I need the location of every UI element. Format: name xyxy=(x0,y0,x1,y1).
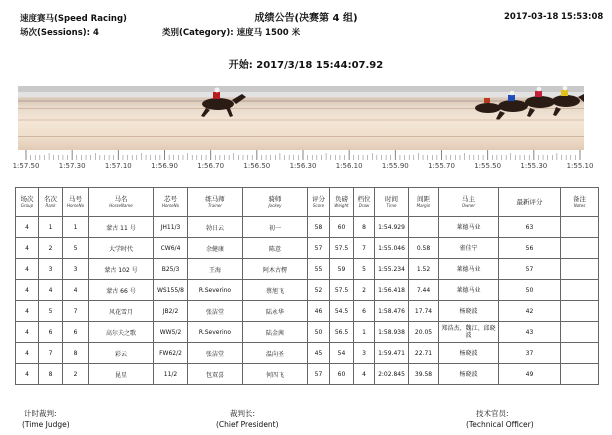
trailing-horse xyxy=(201,88,246,118)
table-cell: 初一 xyxy=(243,217,308,238)
column-header-en: Owner xyxy=(461,203,476,208)
column-header-zh: 芯号 xyxy=(164,195,177,203)
table-cell: 3 xyxy=(63,259,89,280)
table-cell: 张洁堂 xyxy=(188,301,243,322)
horse-silhouettes xyxy=(18,86,584,150)
column-header-zh: 评分 xyxy=(312,195,325,203)
table-cell: 1.52 xyxy=(409,259,439,280)
tick-label: 1:56.30 xyxy=(289,162,317,170)
table-cell: JB2/2 xyxy=(154,301,188,322)
chief-president-label: 裁判长: xyxy=(230,409,256,418)
table-cell: 4 xyxy=(16,280,39,301)
time-judge-label-en: (Time Judge) xyxy=(22,420,70,429)
table-cell: 陆永华 xyxy=(243,301,308,322)
table-cell: 4 xyxy=(16,322,39,343)
photo-finish-image xyxy=(18,86,584,150)
column-header xyxy=(243,188,308,217)
table-cell: 陈意 xyxy=(243,238,308,259)
column-header-en: Rank xyxy=(45,203,56,208)
column-header-zh: 负磅 xyxy=(335,195,348,203)
leading-pack xyxy=(475,86,584,120)
table-cell: 57 xyxy=(308,238,330,259)
table-cell: 4 xyxy=(16,301,39,322)
column-header-zh: 间距 xyxy=(417,195,430,203)
table-cell: 43 xyxy=(499,322,561,343)
table-cell: 彩云 xyxy=(89,343,154,364)
table-cell: 蔡旭飞 xyxy=(243,280,308,301)
table-cell xyxy=(409,217,439,238)
table-cell: 2 xyxy=(354,280,375,301)
table-cell: 57.5 xyxy=(330,280,354,301)
chief-president-label-en: (Chief President) xyxy=(216,420,279,429)
table-cell: 8 xyxy=(63,343,89,364)
column-header xyxy=(16,188,39,217)
table-row xyxy=(16,280,599,301)
table-cell: 4 xyxy=(16,238,39,259)
table-cell: CW6/4 xyxy=(154,238,188,259)
table-cell: 0.58 xyxy=(409,238,439,259)
column-header-en: Draw xyxy=(358,203,370,208)
table-cell: 蒙古 102 号 xyxy=(89,259,154,280)
tick-label: 1:56.10 xyxy=(335,162,363,170)
table-cell: 杨晓波 xyxy=(439,343,499,364)
column-header-zh: 名次 xyxy=(44,195,57,203)
table-cell: 1 xyxy=(354,322,375,343)
table-cell: 高尔夫之歌 xyxy=(89,322,154,343)
table-cell: 3 xyxy=(354,343,375,364)
tick-label: 1:56.50 xyxy=(243,162,271,170)
sessions-label: 场次(Sessions): 4 xyxy=(20,28,99,38)
table-cell: 5 xyxy=(63,238,89,259)
table-cell: 56.5 xyxy=(330,322,354,343)
column-header-zh: 备注 xyxy=(573,195,586,203)
column-header-en: Weight xyxy=(334,203,349,208)
column-header xyxy=(354,188,375,217)
table-cell: 22.71 xyxy=(409,343,439,364)
page-title: 成绩公告(决赛第 4 组) xyxy=(254,13,358,24)
table-cell: 4 xyxy=(16,259,39,280)
table-cell: 风花雪月 xyxy=(89,301,154,322)
column-header-zh: 场次 xyxy=(20,195,34,203)
tick-label: 1:55.70 xyxy=(428,162,455,170)
column-header xyxy=(330,188,354,217)
table-cell: 1:58.938 xyxy=(375,322,409,343)
table-cell: 8 xyxy=(39,364,63,385)
column-header-en: Group xyxy=(20,203,34,208)
column-header xyxy=(89,188,154,217)
table-cell: JH11/3 xyxy=(154,217,188,238)
column-header xyxy=(188,188,243,217)
table-cell xyxy=(561,217,599,238)
table-cell: 54 xyxy=(330,343,354,364)
table-cell: B25/3 xyxy=(154,259,188,280)
column-header-zh: 马主 xyxy=(462,195,475,203)
table-cell: 54.5 xyxy=(330,301,354,322)
column-header xyxy=(499,188,561,217)
results-table xyxy=(15,187,599,385)
table-cell: 3 xyxy=(39,259,63,280)
table-cell: 20.05 xyxy=(409,322,439,343)
table-cell: 4 xyxy=(16,217,39,238)
table-cell: 55 xyxy=(308,259,330,280)
table-cell: 阿木古楞 xyxy=(243,259,308,280)
table-cell: 1:54.929 xyxy=(375,217,409,238)
table-cell: 2:02.845 xyxy=(375,364,409,385)
tick-label: 1:56.70 xyxy=(197,162,225,170)
column-header xyxy=(439,188,499,217)
table-cell: 大学时代 xyxy=(89,238,154,259)
tick-label: 1:55.30 xyxy=(520,162,548,170)
table-cell: 王海 xyxy=(188,259,243,280)
table-cell: 6 xyxy=(39,322,63,343)
table-cell: 39.58 xyxy=(409,364,439,385)
table-cell: 50 xyxy=(308,322,330,343)
table-row xyxy=(16,259,599,280)
table-cell: 8 xyxy=(354,217,375,238)
report-date: 2017-03-18 xyxy=(504,12,559,22)
table-cell: 7 xyxy=(354,238,375,259)
table-cell: 7.44 xyxy=(409,280,439,301)
column-header xyxy=(63,188,89,217)
table-cell: 1:55.046 xyxy=(375,238,409,259)
table-cell: 60 xyxy=(330,364,354,385)
technical-officer-label: 技术官员: xyxy=(476,409,509,418)
tick-label: 1:57.50 xyxy=(12,162,40,170)
technical-officer-label-en: (Technical Officer) xyxy=(466,420,534,429)
column-header-en: Jockey xyxy=(268,203,282,208)
table-cell: WW5/2 xyxy=(154,322,188,343)
table-cell: 蒙古 11 号 xyxy=(89,217,154,238)
table-cell: R.Severino xyxy=(188,322,243,343)
table-cell: 11/2 xyxy=(154,364,188,385)
table-cell: 4 xyxy=(354,364,375,385)
column-header-zh: 马名 xyxy=(114,195,128,203)
column-header-zh: 练马师 xyxy=(205,195,225,203)
table-cell: 1 xyxy=(63,217,89,238)
table-cell: 17.74 xyxy=(409,301,439,322)
table-cell: 57 xyxy=(308,364,330,385)
table-row xyxy=(16,364,599,385)
table-cell: 6 xyxy=(63,322,89,343)
table-cell: 杨晓波 xyxy=(439,364,499,385)
column-header xyxy=(308,188,330,217)
table-cell: 45 xyxy=(308,343,330,364)
table-cell: 5 xyxy=(354,259,375,280)
table-row xyxy=(16,217,599,238)
table-cell: 包双喜 xyxy=(188,364,243,385)
column-header-en: HorseNo xyxy=(66,203,85,208)
tick-label: 1:57.10 xyxy=(104,162,132,170)
column-header xyxy=(375,188,409,217)
start-time: 开始: 2017/3/18 15:44:07.92 xyxy=(228,60,384,71)
table-cell xyxy=(561,301,599,322)
table-row xyxy=(16,238,599,259)
table-cell: 勃日云 xyxy=(188,217,243,238)
table-cell: 63 xyxy=(499,217,561,238)
column-header-zh: 档位 xyxy=(357,195,371,203)
column-header xyxy=(409,188,439,217)
column-header-en: HorseName xyxy=(109,203,133,208)
table-cell: 1:55.234 xyxy=(375,259,409,280)
column-header-zh: 时间 xyxy=(385,195,398,203)
table-cell: 52 xyxy=(308,280,330,301)
column-header xyxy=(39,188,63,217)
table-cell: 何四飞 xyxy=(243,364,308,385)
column-header xyxy=(561,188,599,217)
table-cell: 2 xyxy=(39,238,63,259)
tick-label: 1:55.90 xyxy=(381,162,409,170)
table-cell: 温向圣 xyxy=(243,343,308,364)
table-cell: 4 xyxy=(16,343,39,364)
table-cell: 4 xyxy=(16,364,39,385)
table-cell: 蒙古 66 号 xyxy=(89,280,154,301)
table-cell: 50 xyxy=(499,280,561,301)
table-cell: 7 xyxy=(63,301,89,322)
table-cell xyxy=(561,364,599,385)
time-ruler xyxy=(12,150,594,174)
table-cell: 7 xyxy=(39,343,63,364)
column-header-en: Time xyxy=(386,203,397,208)
table-cell: 1:58.476 xyxy=(375,301,409,322)
table-cell xyxy=(561,280,599,301)
table-cell: 莱德马业 xyxy=(439,259,499,280)
table-cell: 昆星 xyxy=(89,364,154,385)
column-header-en: Trainer xyxy=(208,203,222,208)
table-cell: 4 xyxy=(63,280,89,301)
table-row xyxy=(16,301,599,322)
column-header xyxy=(154,188,188,217)
ruler-ticks xyxy=(18,150,584,162)
table-cell: 2 xyxy=(63,364,89,385)
table-cell: R.Severino xyxy=(188,280,243,301)
table-cell: WS155/8 xyxy=(154,280,188,301)
table-cell: 4 xyxy=(39,280,63,301)
table-cell: FW62/2 xyxy=(154,343,188,364)
table-row xyxy=(16,322,599,343)
table-cell: 杨晓波 xyxy=(439,301,499,322)
event-name: 速度赛马(Speed Racing) xyxy=(20,14,127,24)
column-header-zh: 骑师 xyxy=(268,195,282,203)
column-header-zh: 马号 xyxy=(69,195,82,203)
table-cell: 雀佳宁 xyxy=(439,238,499,259)
table-cell: 49 xyxy=(499,364,561,385)
table-cell: 1:56.418 xyxy=(375,280,409,301)
column-header-en: Notes xyxy=(573,203,586,208)
table-cell xyxy=(561,259,599,280)
table-cell: 46 xyxy=(308,301,330,322)
table-cell: 郑浩杰、魏江、邱晓波 xyxy=(439,322,499,343)
tick-label: 1:57.30 xyxy=(58,162,86,170)
table-cell: 莱德马业 xyxy=(439,217,499,238)
table-row xyxy=(16,343,599,364)
table-header-row xyxy=(16,188,599,217)
table-cell: 莱德马业 xyxy=(439,280,499,301)
report-time: 15:53:08 xyxy=(561,12,604,22)
table-cell xyxy=(561,343,599,364)
table-cell: 59 xyxy=(330,259,354,280)
table-cell xyxy=(561,238,599,259)
table-cell: 1:59.471 xyxy=(375,343,409,364)
table-cell: 余健康 xyxy=(188,238,243,259)
table-cell: 42 xyxy=(499,301,561,322)
tick-label: 1:55.10 xyxy=(566,162,594,170)
table-cell: 5 xyxy=(39,301,63,322)
table-cell: 57 xyxy=(499,259,561,280)
time-judge-label: 计时裁判: xyxy=(24,409,57,418)
table-cell: 56 xyxy=(499,238,561,259)
tick-label: 1:55.50 xyxy=(474,162,502,170)
table-cell: 张洁堂 xyxy=(188,343,243,364)
table-cell: 57.5 xyxy=(330,238,354,259)
column-header-en: HorseNo xyxy=(161,203,180,208)
table-cell xyxy=(561,322,599,343)
category-label: 类别(Category): 速度马 1500 米 xyxy=(162,28,301,38)
table-cell: 37 xyxy=(499,343,561,364)
column-header-zh: 最新评分 xyxy=(516,198,543,206)
column-header-en: Margin xyxy=(416,203,431,208)
tick-label: 1:56.90 xyxy=(151,162,178,170)
table-cell: 60 xyxy=(330,217,354,238)
table-cell: 1 xyxy=(39,217,63,238)
table-cell: 58 xyxy=(308,217,330,238)
column-header-en: Score xyxy=(312,203,325,208)
table-cell: 陆金茜 xyxy=(243,322,308,343)
table-cell: 6 xyxy=(354,301,375,322)
